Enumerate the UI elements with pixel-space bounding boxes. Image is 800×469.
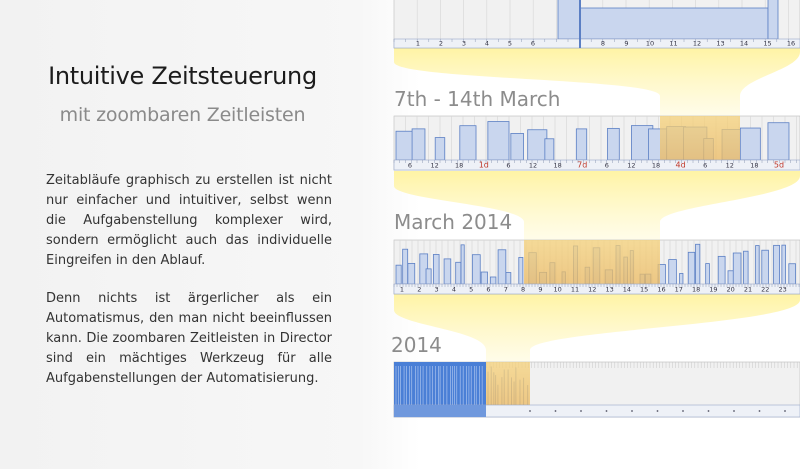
task-bar (435, 138, 445, 160)
axis-tick-label: 12 (725, 161, 734, 170)
axis-tick (733, 410, 735, 412)
axis-tick-label: 18 (651, 161, 661, 170)
task-bar (433, 254, 439, 284)
task-bar (608, 128, 620, 160)
axis-tick-label: 6 (703, 161, 708, 170)
heading: Intuitive Zeitsteuerung (48, 62, 317, 90)
task-bar (490, 277, 496, 284)
task-bar (696, 244, 700, 284)
axis-tick-label: 6 (530, 39, 536, 48)
axis-tick-label: 9 (624, 39, 629, 48)
axis-tick-label: 4 (484, 39, 490, 48)
task-bar (718, 256, 725, 284)
axis-tick-label: 9 (538, 285, 543, 294)
axis-tick (529, 410, 531, 412)
task-bar (558, 0, 580, 39)
timeline-month[interactable] (394, 240, 800, 294)
axis-tick-label: 23 (778, 285, 787, 294)
paragraph-intro: Zeitabläufe graphisch zu erstellen ist nicht nur einfacher und intuitiver, selbst wenn die Aufgabenstellung komplexer wird, sondern ermöglicht auch das individuelle Eingreifen in den Ablauf. (46, 173, 332, 268)
task-bar (408, 263, 415, 284)
axis-tick-label: 21 (743, 285, 753, 294)
task-bar (743, 251, 748, 284)
axis-tick-label: 17 (674, 285, 683, 294)
axis-tick-label: 11 (570, 285, 580, 294)
axis-tick-label: 20 (726, 285, 735, 294)
zoom-funnel-3 (394, 294, 800, 362)
axis-tick-label: 19 (709, 285, 718, 294)
axis-tick-label: 13 (716, 39, 725, 48)
timeline-week[interactable] (394, 116, 800, 170)
task-bar (461, 245, 464, 284)
task-bar (444, 259, 451, 284)
axis-tick (682, 410, 684, 412)
axis-tick-label: 1 (399, 285, 405, 294)
axis-tick-label: 15 (640, 285, 649, 294)
axis-tick-label: 6 (407, 161, 413, 170)
axis-tick-label: 18 (691, 285, 701, 294)
task-bar (426, 269, 431, 284)
axis-tick-label: 12 (692, 39, 702, 48)
task-bar (756, 246, 760, 284)
task-bar (545, 139, 554, 160)
axis-tick-label: 8 (600, 39, 606, 48)
axis-tick-label: 12 (528, 161, 538, 170)
axis-tick-label: 12 (588, 285, 597, 294)
axis-tick-label: 5 (507, 39, 513, 48)
axis-tick-label: 6 (486, 285, 491, 294)
axis-tick (631, 410, 633, 412)
task-bar (768, 0, 778, 39)
axis-tick-label: 10 (553, 285, 562, 294)
paragraph-automation: Denn nichts ist ärgerlicher als ein Automatismus, den man nicht beeinflussen kann. Die zoombaren Zeitleisten in Director sind ein mächtiges Werkzeug für alle Aufgabenstellungen der Automatisierung. (46, 291, 332, 386)
timeline-label-year: 2014 (391, 333, 442, 357)
axis-tick-label: 18 (455, 161, 464, 170)
task-bar (460, 126, 476, 160)
axis-tick-label: 4 (451, 285, 456, 294)
task-bar (488, 122, 509, 160)
axis-tick-label: 6 (506, 161, 511, 170)
task-bar (733, 253, 741, 284)
axis-tick-label: 5 (469, 285, 474, 294)
axis-tick-label: 3 (434, 285, 439, 294)
task-bar (669, 260, 677, 284)
task-bar (396, 265, 401, 284)
axis-tick-label: 15 (763, 39, 772, 48)
axis-tick-label: 2 (417, 285, 422, 294)
axis-tick-label: 8 (521, 285, 526, 294)
axis-tick-label: 16 (786, 39, 796, 48)
task-bar (519, 257, 523, 284)
axis-tick (580, 410, 582, 412)
task-bar (768, 123, 789, 160)
axis-tick (606, 410, 608, 412)
axis-tick (784, 410, 786, 412)
task-bar (472, 255, 480, 284)
axis-tick-label: 13 (605, 285, 614, 294)
task-bar (706, 264, 710, 284)
timeline-label-month: March 2014 (394, 210, 513, 234)
axis-tick-label: 6 (604, 161, 609, 170)
axis-tick (759, 410, 761, 412)
axis-tick-label: 7d (577, 160, 588, 170)
axis-tick-label: 22 (761, 285, 770, 294)
task-bar (774, 245, 780, 284)
timeline-hours[interactable] (394, 0, 800, 48)
time-axis-active (394, 405, 486, 417)
axis-tick-label: 18 (553, 161, 562, 170)
axis-tick (657, 410, 659, 412)
task-bar (576, 129, 586, 160)
axis-tick-label: 11 (669, 39, 678, 48)
axis-tick-label: 2 (438, 39, 444, 48)
axis-tick-label: 12 (430, 161, 439, 170)
axis-tick (555, 410, 557, 412)
axis-tick (708, 410, 710, 412)
axis-tick-label: 10 (645, 39, 655, 48)
timeline-year[interactable] (394, 362, 800, 417)
subheading: mit zoombaren Zeitleisten (59, 104, 306, 126)
axis-tick-label: 4d (675, 160, 686, 170)
task-bar (782, 245, 786, 284)
axis-tick-label: 1 (415, 39, 421, 48)
axis-tick-label: 5d (773, 160, 785, 170)
task-bar (511, 133, 524, 160)
axis-tick-label: 18 (750, 161, 759, 170)
axis-tick-label: 12 (627, 161, 636, 170)
axis-tick-label: 14 (739, 39, 749, 48)
axis-tick-label: 7 (503, 285, 508, 294)
task-bar (498, 250, 506, 284)
task-bar (456, 262, 461, 284)
task-bar (396, 131, 414, 160)
task-bar (528, 130, 547, 160)
task-bar (481, 272, 487, 284)
task-bar (506, 273, 511, 284)
task-bar (580, 8, 768, 39)
task-bar (688, 252, 695, 284)
task-bar (740, 128, 760, 160)
axis-tick-label: 1d (478, 160, 489, 170)
axis-tick-label: 16 (657, 285, 666, 294)
axis-tick-label: 14 (622, 285, 632, 294)
task-bar (680, 273, 683, 284)
task-bar (412, 129, 425, 160)
task-bar (789, 264, 796, 284)
task-bar (762, 250, 769, 284)
task-bar (403, 249, 408, 284)
axis-tick-label: 3 (461, 39, 467, 48)
timeline-label-week: 7th - 14th March (394, 87, 561, 111)
